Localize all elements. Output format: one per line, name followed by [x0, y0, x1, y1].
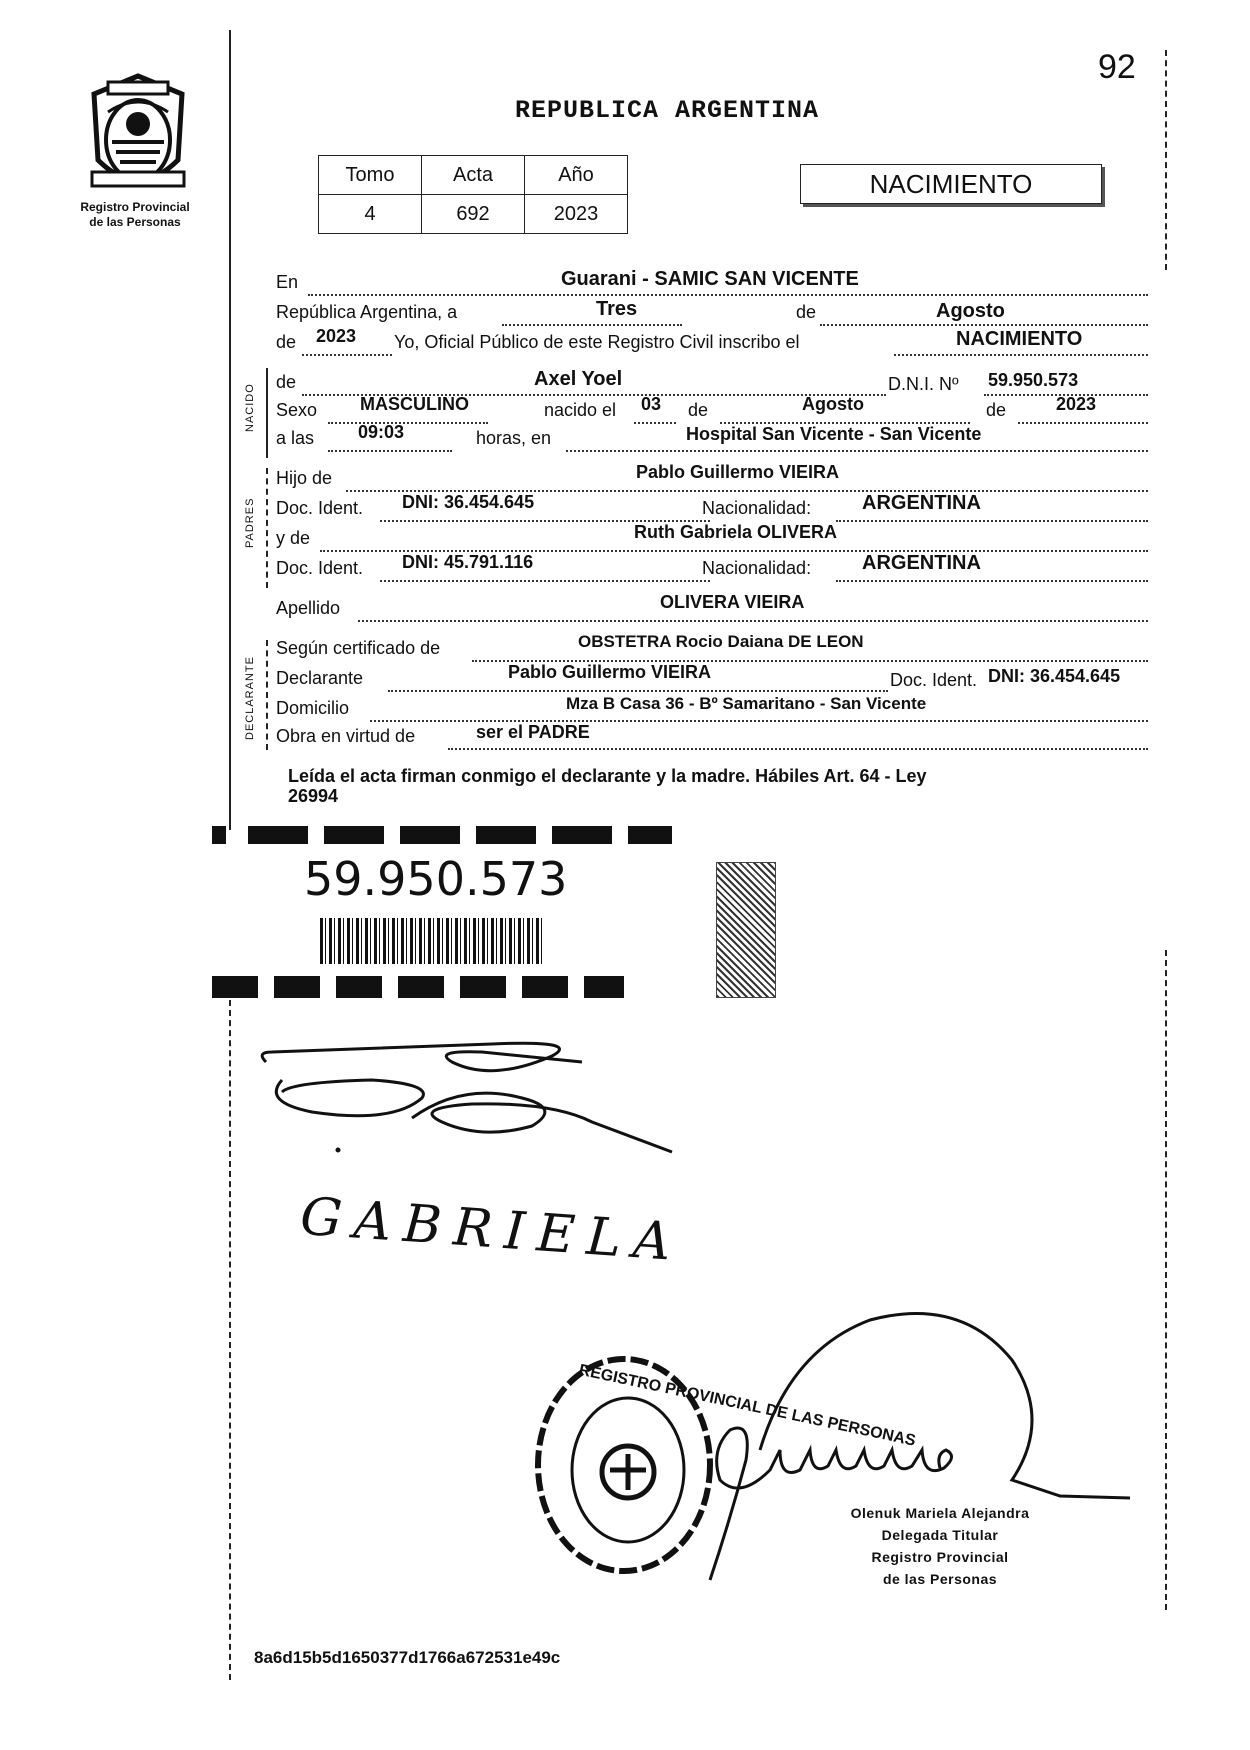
- value-apellido: OLIVERA VIEIRA: [660, 592, 805, 612]
- label-de-anio: de: [276, 332, 297, 352]
- label-hijo-de: Hijo de: [276, 468, 333, 488]
- sticker-pattern-bottom: [212, 972, 662, 1002]
- label-republica: República Argentina, a: [276, 302, 458, 322]
- legal-notice: [288, 766, 1148, 806]
- value-declarante-name: Pablo Guillermo VIEIRA: [508, 662, 712, 682]
- label-doc-ident-padre: Doc. Ident.: [276, 498, 364, 518]
- row-obra: [276, 722, 1146, 754]
- value-obra: ser el PADRE: [476, 722, 590, 742]
- side-label-declarante: DECLARANTE: [244, 656, 256, 740]
- value-tomo: 4: [319, 195, 422, 234]
- right-margin-line-lower: [1165, 950, 1167, 1610]
- value-declarante-doc: DNI: 36.454.645: [988, 666, 1121, 686]
- table-row: [319, 195, 628, 234]
- sticker-pattern-top: [212, 822, 662, 850]
- label-de-nombre: de: [276, 372, 297, 392]
- header-anio: Año: [525, 156, 628, 195]
- legal-notice-line2: 26994: [288, 786, 339, 806]
- label-dni: D.N.I. Nº: [888, 374, 959, 394]
- label-de: de: [796, 302, 817, 322]
- right-margin-line: [1165, 50, 1167, 270]
- value-act: NACIMIENTO: [956, 328, 1083, 350]
- label-sexo: Sexo: [276, 400, 318, 420]
- label-yo: Yo, Oficial Público de este Registro Civil inscribo el: [394, 332, 800, 352]
- nacido-bracket: [266, 368, 268, 458]
- row-nacido-hora: [276, 422, 1146, 456]
- label-declarante: Declarante: [276, 668, 364, 688]
- label-nacionalidad-padre: Nacionalidad:: [702, 498, 812, 518]
- value-place: Guarani - SAMIC SAN VICENTE: [561, 268, 859, 290]
- header-tomo: Tomo: [319, 156, 422, 195]
- logo-caption-line2: de las Personas: [89, 215, 181, 229]
- barcode-icon: [320, 918, 542, 964]
- official-role: Delegada Titular: [881, 1527, 999, 1543]
- label-nacionalidad-madre: Nacionalidad:: [702, 558, 812, 578]
- row-republica: [276, 298, 1146, 330]
- label-en: En: [276, 272, 299, 292]
- value-anio: 2023: [525, 195, 628, 234]
- label-de-anio-nac: de: [986, 400, 1007, 420]
- label-domicilio: Domicilio: [276, 698, 350, 718]
- table-header-row: [319, 156, 628, 195]
- document-hash: 8a6d15b5d1650377d1766a672531e49c: [254, 1648, 561, 1667]
- stamp-text: REGISTRO PROVINCIAL DE LAS PERSONAS: [577, 1361, 918, 1450]
- official-office-line1: Registro Provincial: [871, 1549, 1009, 1565]
- side-label-nacido: NACIDO: [244, 383, 256, 432]
- label-nacido-el: nacido el: [544, 400, 617, 420]
- value-father-doc: DNI: 36.454.645: [402, 492, 535, 512]
- label-doc-ident-declarante: Doc. Ident.: [890, 670, 978, 690]
- row-anio: [276, 326, 1146, 360]
- value-child-name: Axel Yoel: [534, 368, 623, 390]
- official-name: Olenuk Mariela Alejandra: [850, 1505, 1030, 1521]
- value-birth-month: Agosto: [802, 394, 864, 414]
- value-father-nationality: ARGENTINA: [862, 492, 981, 514]
- label-horas: horas, en: [476, 428, 552, 448]
- value-mother-doc: DNI: 45.791.116: [402, 552, 534, 572]
- page-number: 92: [1098, 48, 1136, 86]
- label-certificado: Según certificado de: [276, 638, 441, 658]
- left-margin-line: [229, 30, 231, 830]
- side-label-padres: PADRES: [244, 497, 256, 548]
- padres-bracket: [266, 468, 268, 588]
- left-margin-line-lower: [229, 1000, 231, 1680]
- value-birth-place: Hospital San Vicente - San Vicente: [686, 424, 982, 444]
- hologram-icon: [716, 862, 776, 998]
- value-mother-name: Ruth Gabriela OLIVERA: [634, 522, 838, 542]
- province-logo: [78, 72, 198, 202]
- act-type-box: NACIMIENTO: [800, 164, 1102, 204]
- document-title: REPUBLICA ARGENTINA: [515, 96, 820, 125]
- label-apellido: Apellido: [276, 598, 341, 618]
- value-acta: 692: [422, 195, 525, 234]
- value-domicilio: Mza B Casa 36 - Bº Samaritano - San Vicente: [566, 694, 927, 713]
- value-sexo: MASCULINO: [360, 394, 469, 414]
- registry-table: [318, 155, 628, 234]
- handwritten-name: GABRIELA: [298, 1186, 685, 1274]
- shield-icon: [78, 72, 198, 202]
- value-mother-nationality: ARGENTINA: [862, 552, 981, 574]
- value-time: 09:03: [358, 422, 405, 442]
- label-a-las: a las: [276, 428, 315, 448]
- value-birth-day: 03: [641, 394, 662, 414]
- official-office-line2: de las Personas: [882, 1571, 998, 1587]
- value-month: Agosto: [936, 300, 1005, 322]
- value-day-words: Tres: [596, 298, 638, 320]
- declarante-bracket: [266, 640, 268, 750]
- row-declarante: [276, 662, 1146, 696]
- row-en: [276, 268, 1146, 300]
- legal-notice-line1: Leída el acta firman conmigo el declarante y la madre. Hábiles Art. 64 - Ley: [288, 766, 927, 786]
- value-certificado: OBSTETRA Rocio Daiana DE LEON: [578, 632, 864, 651]
- logo-caption-line1: Registro Provincial: [80, 200, 190, 214]
- row-madre-doc: [276, 552, 1146, 586]
- label-de-mes: de: [688, 400, 709, 420]
- row-domicilio: [276, 694, 1146, 726]
- value-birth-year: 2023: [1056, 394, 1097, 414]
- official-stamp: [524, 1350, 918, 1580]
- declarante-signature: [252, 1022, 692, 1172]
- row-apellido: [276, 592, 1146, 626]
- security-sticker: [212, 822, 662, 1002]
- value-child-dni: 59.950.573: [988, 370, 1079, 390]
- value-father-name: Pablo Guillermo VIEIRA: [636, 462, 840, 482]
- label-doc-ident-madre: Doc. Ident.: [276, 558, 364, 578]
- value-year: 2023: [316, 326, 357, 346]
- official-name-block: [820, 1502, 1060, 1590]
- label-y-de: y de: [276, 528, 311, 548]
- sticker-number: 59.950.573: [304, 852, 568, 906]
- logo-caption: [60, 200, 210, 230]
- label-obra: Obra en virtud de: [276, 726, 416, 746]
- header-acta: Acta: [422, 156, 525, 195]
